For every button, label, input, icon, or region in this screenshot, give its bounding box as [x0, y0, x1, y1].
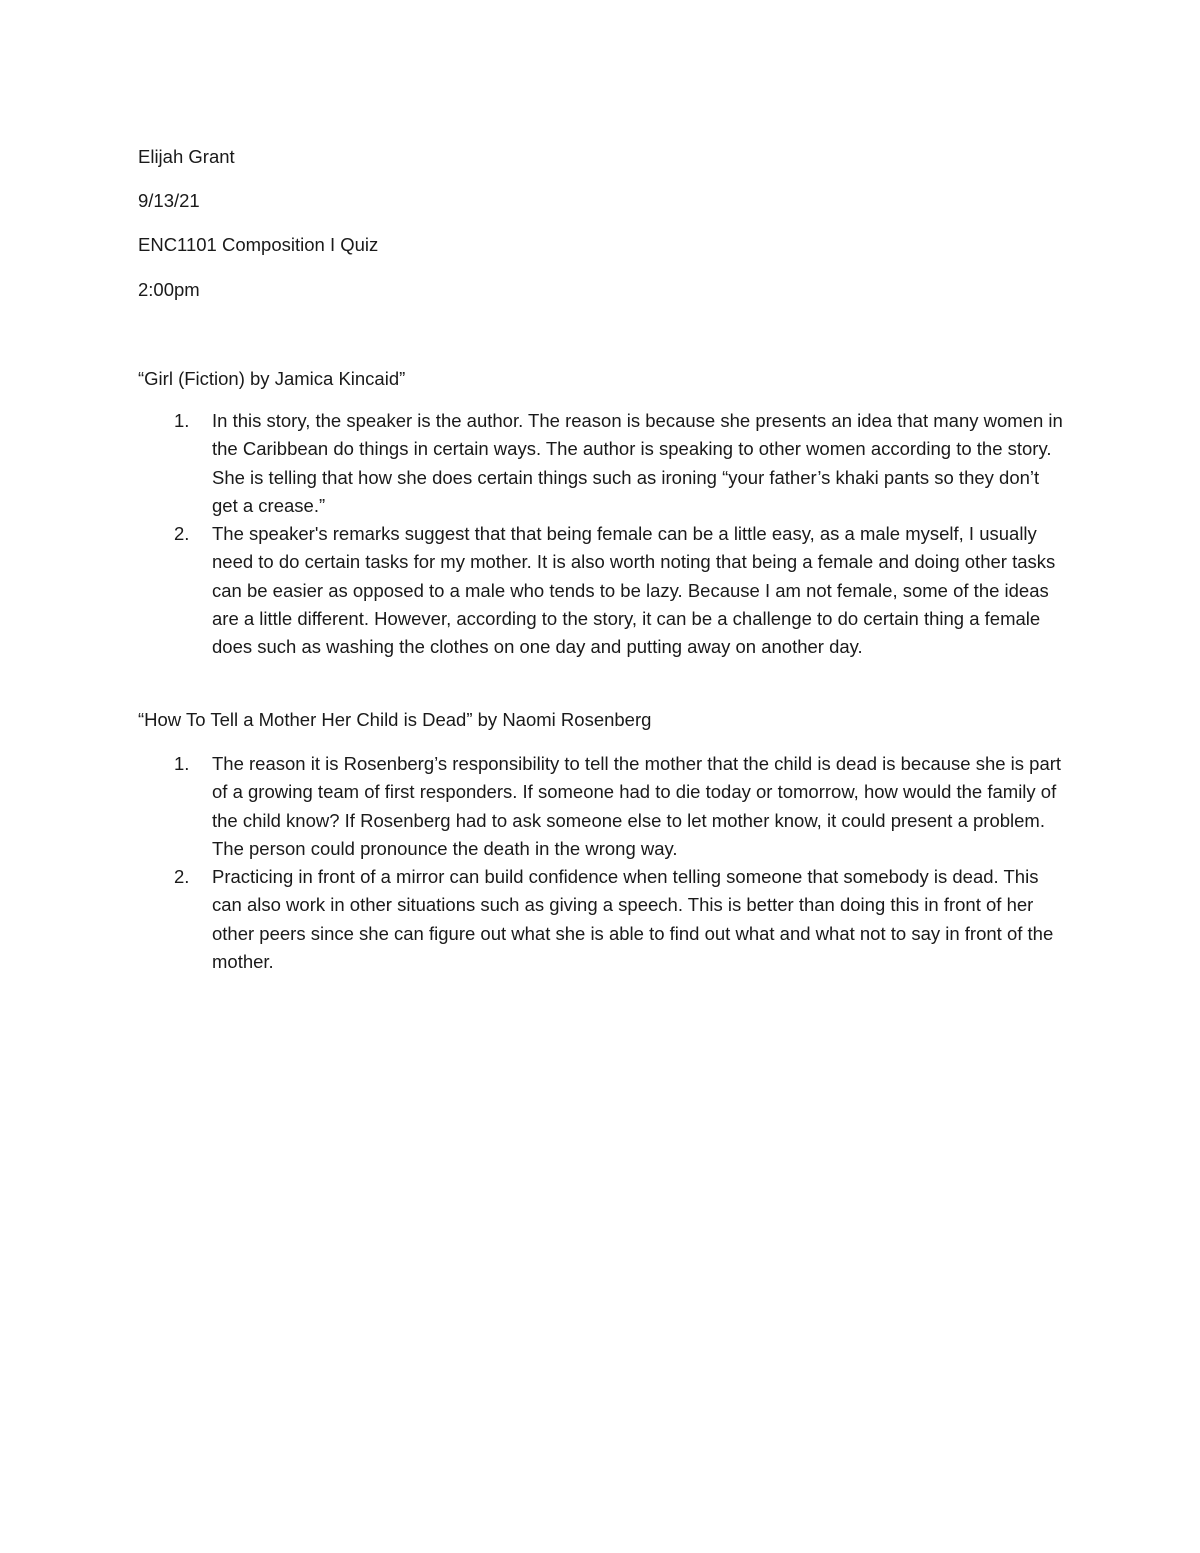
- list-item-text: The speaker's remarks suggest that that being female can be a little easy, as a male myself, I usually need to do certain tasks for my mother. It is also worth noting that being a female and doing other tasks can be easier as opposed to a male who tends to be lazy. Because I am not female, some of the ideas are a little different. However, according to the story, it can be a challenge to do certain thing a female does such as washing the clothes on one day and putting away on another day.: [212, 523, 1056, 658]
- list-item-number: 2.: [174, 523, 190, 545]
- section-title-rosenberg: “How To Tell a Mother Her Child is Dead” by Naomi Rosenberg: [138, 709, 652, 730]
- list-item-text: The reason it is Rosenberg’s responsibility to tell the mother that the child is dead is because she is part of a growing team of first responders. If someone had to die today or tomorrow, how would the family of the child know? If Rosenberg had to ask someone else to let mother know, it could present a problem. The person could pronounce the death in the wrong way.: [212, 753, 1062, 859]
- list-item: [138, 520, 1068, 661]
- submission-date: 9/13/21: [138, 190, 200, 211]
- answer-list-rosenberg: [138, 750, 1068, 976]
- section-title-girl: “Girl (Fiction) by Jamica Kincaid”: [138, 368, 406, 389]
- answer-list-girl: [138, 407, 1068, 662]
- list-item: [138, 863, 1068, 976]
- list-item-text: In this story, the speaker is the author. The reason is because she presents an idea that many women in the Caribbean do things in certain ways. The author is speaking to other women according to the story. She is telling that how she does certain things such as ironing “your father’s khaki pants so they don’t get a crease.”: [212, 410, 1063, 516]
- list-item-number: 1.: [174, 753, 190, 774]
- student-name: Elijah Grant: [138, 146, 235, 167]
- list-item: [138, 750, 1068, 863]
- class-time: 2:00pm: [138, 279, 200, 300]
- list-item-number: 2.: [174, 866, 190, 888]
- list-item-text: Practicing in front of a mirror can build confidence when telling someone that somebody is dead. This can also work in other situations such as giving a speech. This is better than doing this in front of her other peers since she can figure out what she is able to find out what and what not to say in front of the mother.: [212, 866, 1054, 973]
- list-item: [138, 407, 1068, 520]
- list-item-number: 1.: [174, 410, 190, 431]
- course-title: ENC1101 Composition I Quiz: [138, 234, 379, 255]
